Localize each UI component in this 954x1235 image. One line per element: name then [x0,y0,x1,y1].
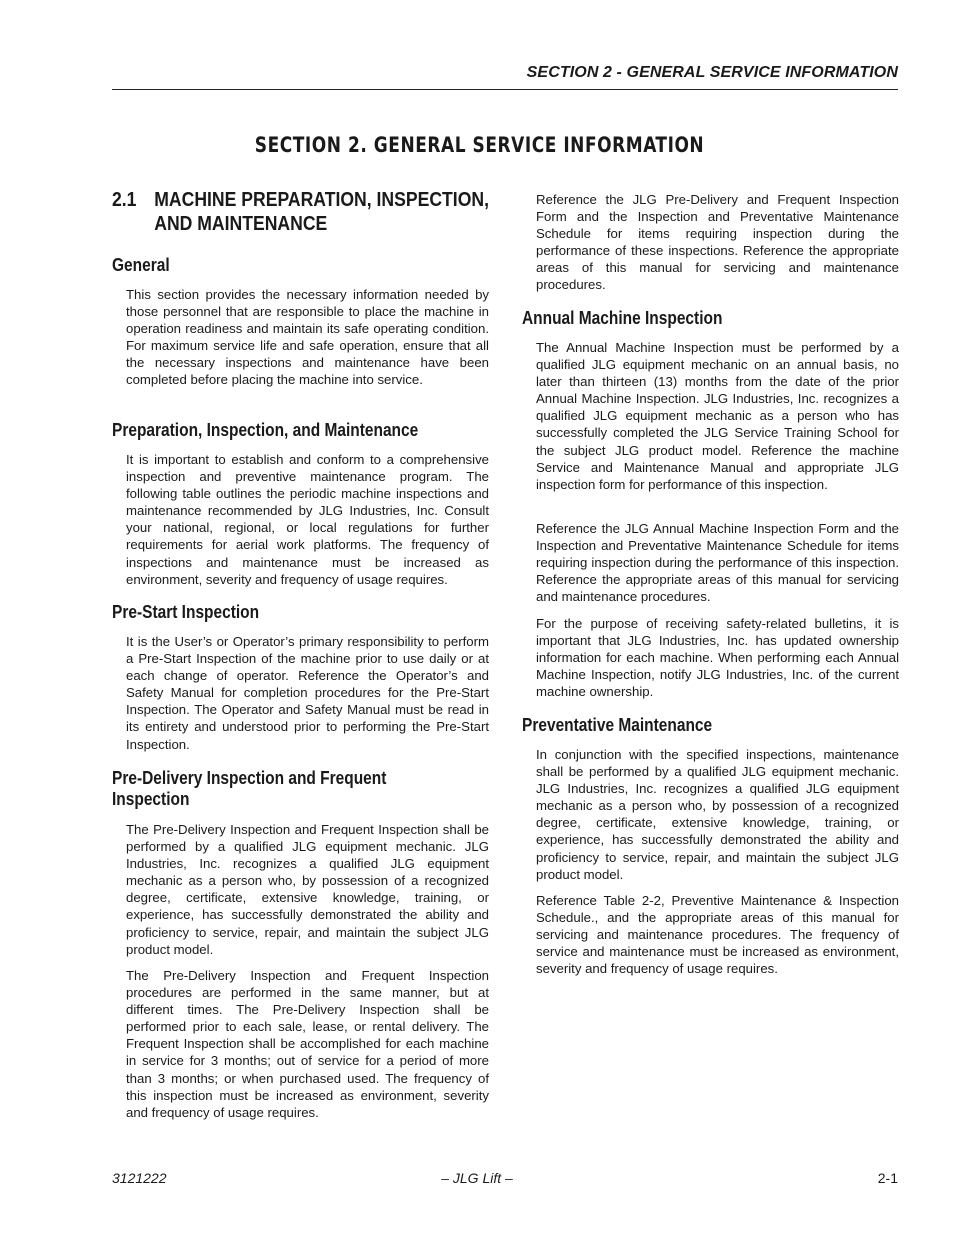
annual-paragraph-1: The Annual Machine Inspection must be performed by a qualified JLG equipment mechanic on an annual basis, no later than thirteen (13) months from the date of the prior Annual Machine Inspection. JLG Industries, Inc. recognizes a qualified JLG equipment mechanic as a person who has successfully completed the JLG Service Training School for the subject JLG product model. Reference the machine Service and Maintenance Manual and appropriate JLG inspection form for performance of this inspection. [536,340,899,492]
predelivery-heading-line2: Inspection [112,789,190,809]
annual-paragraph-3: For the purpose of receiving safety-related bulletins, it is important that JLG Industries, Inc. has updated ownership information for each machine. When performing each Annual Machine Inspection, notify JLG Industries, Inc. of the current machine ownership. [536,616,899,700]
general-heading: General [112,255,170,275]
preventative-paragraph-2: Reference Table 2-2, Preventive Maintenance & Inspection Schedule., and the appropriate areas of this manual for servicing and maintenance procedures. The frequency of service and maintenance must be increased as environment, severity and frequency of usage requires. [536,893,899,977]
section-heading [112,188,489,236]
section-number: 2.1 [112,189,137,211]
preventative-paragraph-1: In conjunction with the specified inspections, maintenance shall be performed by a qualified JLG equipment mechanic. JLG Industries, Inc. recognizes a qualified JLG equipment mechanic as a person who, by possession of a recognized degree, certificate, extensive knowledge, training, or experience, has successfully demonstrated the ability and proficiency to service, repair, and maintain the subject JLG product model. [536,747,899,882]
footer-page-number: 2-1 [877,1170,898,1186]
prep-heading: Preparation, Inspection, and Maintenance [112,420,419,440]
footer-brand: – JLG Lift – [441,1170,513,1186]
predelivery-heading [112,768,386,810]
predelivery-heading-line1: Pre-Delivery Inspection and Frequent [112,768,387,788]
prestart-paragraph: It is the User’s or Operator’s primary responsibility to perform a Pre-Start Inspection of the machine prior to use daily or at each change of operator. Reference the Operator’s and Safety Manual for completion procedures for the Pre-Start Inspection. The Operator and Safety Manual must be read in its entirety and understood prior to performing the Pre-Start Inspection. [126,634,489,752]
predelivery-paragraph-2: The Pre-Delivery Inspection and Frequent Inspection procedures are performed in the same manner, but at different times. The Pre-Delivery Inspection shall be performed prior to each sale, lease, or rental delivery. The Frequent Inspection shall be accomplished for each machine in service for 3 months; out of service for a period of more than 3 months; or when purchased used. The frequency of this inspection must be increased as environment, severity and frequency of usage requires. [126,968,489,1120]
general-paragraph: This section provides the necessary information needed by those personnel that are responsible to place the machine in operation readiness and maintain its safe operating condition. For maximum service life and safe operation, ensure that all the necessary inspections and maintenance have been completed before placing the machine into service. [126,287,489,388]
annual-heading: Annual Machine Inspection [522,308,723,328]
footer-doc-number: 3121222 [112,1170,167,1186]
prestart-heading: Pre-Start Inspection [112,602,260,622]
section-title-line1: MACHINE PREPARATION, INSPECTION, [154,189,489,211]
page-title: SECTION 2. GENERAL SERVICE INFORMATION [254,133,705,157]
header-rule [112,89,898,90]
predelivery-paragraph-1: The Pre-Delivery Inspection and Frequent Inspection shall be performed by a qualified JLG equipment mechanic. JLG Industries, Inc. recognizes a qualified JLG equipment mechanic as a person who, by possession of a recognized degree, certificate, extensive knowledge, training, or experience, has successfully demonstrated the ability and proficiency to service, repair, and maintain the subject JLG product model. [126,822,489,957]
annual-paragraph-2: Reference the JLG Annual Machine Inspection Form and the Inspection and Preventative Maintenance Schedule for items requiring inspection during the performance of this inspection. Reference the appropriate areas of this manual for servicing and maintenance procedures. [536,521,899,605]
prep-paragraph: It is important to establish and conform to a comprehensive inspection and preventive maintenance program. The following table outlines the periodic machine inspections and maintenance recommended by JLG Industries, Inc. Consult your national, regional, or local regulations for further requirements for aerial work platforms. The frequency of inspections and maintenance must be increased as environment, severity and frequency of usage requires. [126,452,489,587]
running-header: SECTION 2 - GENERAL SERVICE INFORMATION [526,64,898,81]
preventative-heading: Preventative Maintenance [522,715,713,735]
predelivery-paragraph-3: Reference the JLG Pre-Delivery and Frequent Inspection Form and the Inspection and Preventative Maintenance Schedule for items requiring inspection during the performance of these inspections. Reference the appropriate areas of this manual for servicing and maintenance procedures. [536,192,899,293]
section-title-line2: AND MAINTENANCE [154,213,328,235]
